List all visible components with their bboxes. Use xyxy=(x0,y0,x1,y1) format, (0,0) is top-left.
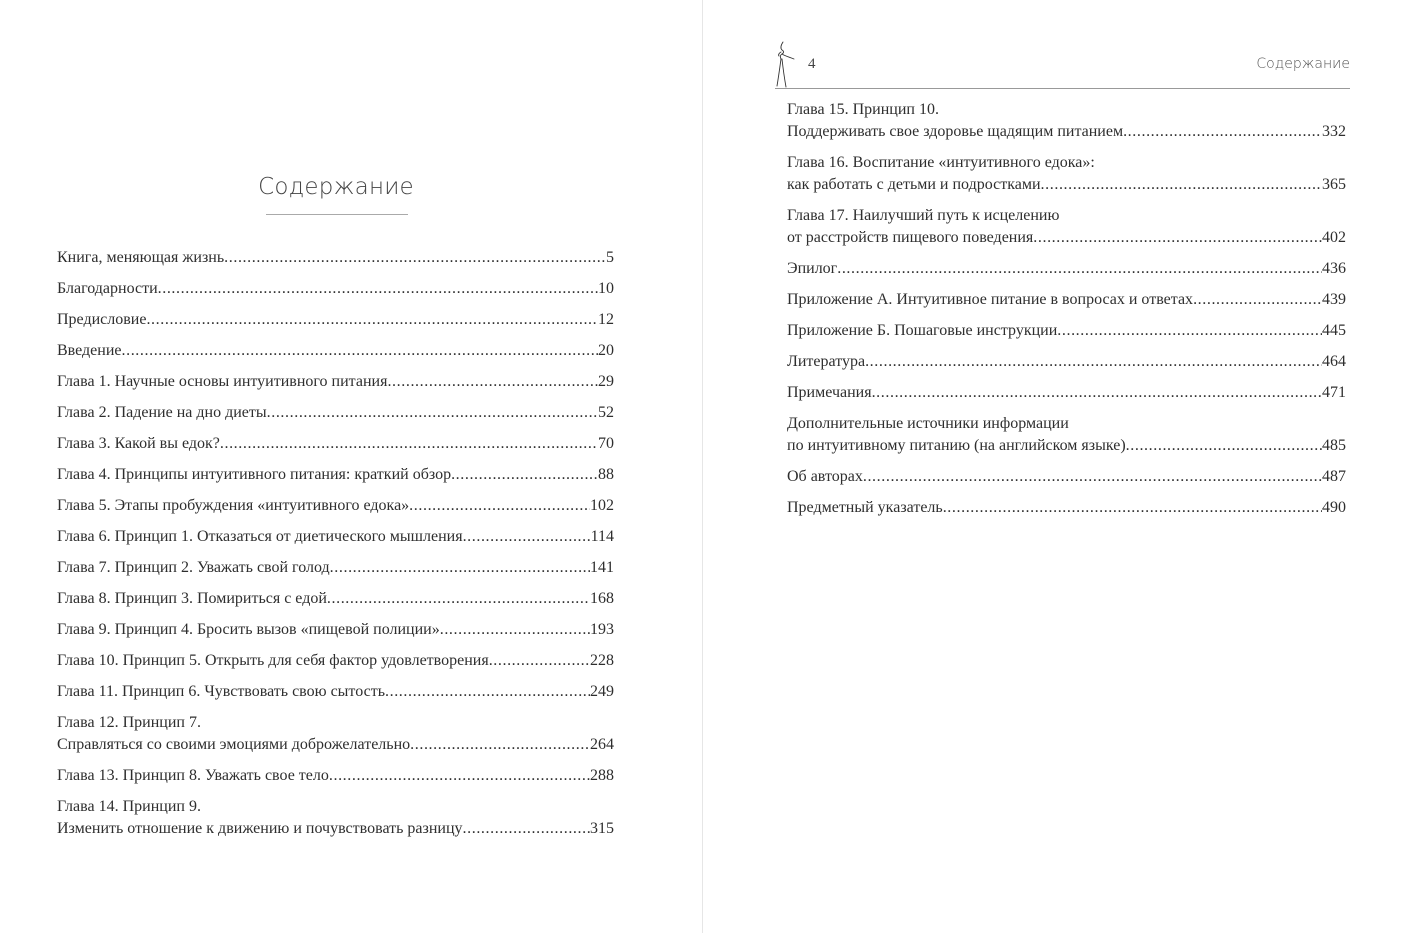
toc-entry-line xyxy=(57,402,614,424)
toc-entry-line xyxy=(57,247,614,269)
toc-page-number: 471 xyxy=(1322,384,1346,401)
toc-entry-line xyxy=(57,340,614,362)
toc-entry[interactable] xyxy=(57,526,614,548)
toc-entry-title: Благодарности xyxy=(57,280,158,297)
toc-page-number: 193 xyxy=(590,621,614,638)
toc-entry-title: Дополнительные источники информации xyxy=(787,415,1069,432)
toc-entry-title: Литература xyxy=(787,353,866,370)
dot-leader xyxy=(1041,174,1322,196)
toc-entry-title: Изменить отношение к движению и почувствовать разницу xyxy=(57,820,463,837)
toc-entry-line xyxy=(787,258,1346,280)
toc-entry[interactable] xyxy=(57,588,614,610)
dot-leader xyxy=(146,309,598,331)
toc-entry-title: Глава 16. Воспитание «интуитивного едока»: xyxy=(787,154,1095,171)
toc-entry[interactable] xyxy=(57,681,614,703)
toc-page-number: 464 xyxy=(1322,353,1346,370)
dot-leader xyxy=(1033,227,1322,249)
toc-entry-line xyxy=(787,152,1346,174)
page-header xyxy=(775,40,1350,89)
toc-entry-line xyxy=(57,495,614,517)
page-title: Содержание xyxy=(258,174,414,200)
toc-entry-title: Глава 8. Принцип 3. Помириться с едой xyxy=(57,590,327,607)
toc-entry-line xyxy=(57,557,614,579)
dot-leader xyxy=(327,588,590,610)
dot-leader xyxy=(220,433,598,455)
toc-page-number: 332 xyxy=(1322,123,1346,140)
dot-leader xyxy=(837,258,1322,280)
toc-entry-line xyxy=(787,99,1346,121)
toc-entry-title: Об авторах xyxy=(787,468,863,485)
toc-entry-title: Эпилог xyxy=(787,260,838,277)
dot-leader xyxy=(872,382,1322,404)
toc-entry[interactable] xyxy=(57,712,614,756)
dot-leader xyxy=(409,495,590,517)
toc-page-number: 5 xyxy=(606,249,614,266)
toc-entry-title: Глава 11. Принцип 6. Чувствовать свою сытость xyxy=(57,683,385,700)
toc-page-number: 10 xyxy=(598,280,614,297)
table-of-contents xyxy=(57,247,614,849)
toc-entry-line xyxy=(57,278,614,300)
toc-page-number: 141 xyxy=(590,559,614,576)
toc-page-number: 487 xyxy=(1322,468,1346,485)
dot-leader xyxy=(267,402,598,424)
toc-entry-title: Предисловие xyxy=(57,311,147,328)
toc-entry-title: Поддерживать свое здоровье щадящим питанием xyxy=(787,123,1124,140)
toc-entry-title: Глава 10. Принцип 5. Открыть для себя фактор удовлетворения xyxy=(57,652,489,669)
toc-entry-title: Глава 12. Принцип 7. xyxy=(57,714,201,731)
toc-entry-title: как работать с детьми и подростками xyxy=(787,176,1041,193)
toc-page-number: 228 xyxy=(590,652,614,669)
toc-page-number: 315 xyxy=(590,820,614,837)
toc-entry[interactable] xyxy=(787,382,1346,404)
toc-entry-line xyxy=(57,734,614,756)
toc-entry-title: Справляться со своими эмоциями доброжелательно xyxy=(57,736,411,753)
dot-leader xyxy=(1057,320,1322,342)
toc-page-number: 114 xyxy=(590,528,614,545)
toc-entry-line xyxy=(787,413,1346,435)
dot-leader xyxy=(451,464,598,486)
toc-entry-line xyxy=(787,289,1346,311)
toc-entry-line xyxy=(57,588,614,610)
toc-entry[interactable] xyxy=(787,99,1346,143)
toc-entry[interactable] xyxy=(57,247,614,269)
toc-entry-line xyxy=(787,320,1346,342)
toc-entry-line xyxy=(57,309,614,331)
dot-leader xyxy=(330,557,590,579)
toc-entry-line xyxy=(57,796,614,818)
toc-entry-title: Глава 2. Падение на дно диеты xyxy=(57,404,267,421)
dot-leader xyxy=(158,278,598,300)
dot-leader xyxy=(463,818,590,840)
left-page xyxy=(0,0,702,933)
toc-page-number: 70 xyxy=(598,435,614,452)
toc-entry-title: по интуитивному питанию (на английском языке) xyxy=(787,437,1126,454)
toc-entry[interactable] xyxy=(57,495,614,517)
toc-entry-line xyxy=(57,371,614,393)
toc-entry[interactable] xyxy=(787,205,1346,249)
toc-entry[interactable] xyxy=(57,309,614,331)
dot-leader xyxy=(1126,435,1322,457)
toc-entry-line xyxy=(787,227,1346,249)
toc-page-number: 88 xyxy=(598,466,614,483)
toc-entry[interactable] xyxy=(787,152,1346,196)
toc-page-number: 168 xyxy=(590,590,614,607)
toc-page-number: 445 xyxy=(1322,322,1346,339)
toc-entry[interactable] xyxy=(787,289,1346,311)
toc-entry-title: Введение xyxy=(57,342,122,359)
dot-leader xyxy=(387,371,598,393)
page-number: 4 xyxy=(808,56,816,72)
toc-entry[interactable] xyxy=(787,466,1346,488)
toc-page-number: 264 xyxy=(590,736,614,753)
dot-leader xyxy=(410,734,590,756)
toc-entry[interactable] xyxy=(787,497,1346,519)
toc-entry-line xyxy=(57,765,614,787)
toc-entry-line xyxy=(57,681,614,703)
dot-leader xyxy=(865,351,1322,373)
toc-page-number: 436 xyxy=(1322,260,1346,277)
toc-entry-title: Приложение А. Интуитивное питание в вопросах и ответах xyxy=(787,291,1194,308)
dot-leader xyxy=(463,526,591,548)
toc-entry[interactable] xyxy=(57,402,614,424)
dot-leader xyxy=(863,466,1322,488)
toc-entry-line xyxy=(57,712,614,734)
toc-entry-title: Приложение Б. Пошаговые инструкции xyxy=(787,322,1058,339)
dot-leader xyxy=(1123,121,1322,143)
toc-entry[interactable] xyxy=(787,351,1346,373)
toc-entry-line xyxy=(57,526,614,548)
toc-entry[interactable] xyxy=(57,650,614,672)
dancer-logo-icon xyxy=(775,40,801,88)
toc-entry[interactable] xyxy=(787,320,1346,342)
toc-entry-title: Предметный указатель xyxy=(787,499,943,516)
toc-entry-line xyxy=(57,650,614,672)
toc-entry-title: Глава 4. Принципы интуитивного питания: краткий обзор xyxy=(57,466,452,483)
table-of-contents-continued xyxy=(787,99,1346,528)
dot-leader xyxy=(385,681,590,703)
dot-leader xyxy=(224,247,606,269)
toc-entry-title: Книга, меняющая жизнь xyxy=(57,249,225,266)
dot-leader xyxy=(440,619,590,641)
toc-page-number: 365 xyxy=(1322,176,1346,193)
toc-entry[interactable] xyxy=(57,433,614,455)
toc-entry-line xyxy=(787,205,1346,227)
toc-entry[interactable] xyxy=(57,619,614,641)
toc-page-number: 12 xyxy=(598,311,614,328)
toc-entry[interactable] xyxy=(787,413,1346,457)
toc-page-number: 490 xyxy=(1322,499,1346,516)
toc-entry-title: Глава 9. Принцип 4. Бросить вызов «пищевой полиции» xyxy=(57,621,440,638)
toc-entry-title: Глава 5. Этапы пробуждения «интуитивного едока» xyxy=(57,497,410,514)
toc-entry-title: Примечания xyxy=(787,384,872,401)
toc-entry-title: Глава 6. Принцип 1. Отказаться от диетического мышления xyxy=(57,528,463,545)
toc-entry-title: Глава 3. Какой вы едок? xyxy=(57,435,220,452)
toc-entry[interactable] xyxy=(57,464,614,486)
dot-leader xyxy=(122,340,599,362)
toc-entry-line xyxy=(787,497,1346,519)
toc-entry-title: Глава 7. Принцип 2. Уважать свой голод xyxy=(57,559,330,576)
toc-entry[interactable] xyxy=(787,258,1346,280)
toc-page-number: 485 xyxy=(1322,437,1346,454)
toc-entry[interactable] xyxy=(57,796,614,840)
toc-entry-line xyxy=(787,174,1346,196)
toc-entry[interactable] xyxy=(57,340,614,362)
running-head: Содержание xyxy=(1256,56,1350,72)
toc-entry[interactable] xyxy=(57,371,614,393)
toc-entry-line xyxy=(787,121,1346,143)
toc-entry-title: от расстройств пищевого поведения xyxy=(787,229,1034,246)
dot-leader xyxy=(329,765,590,787)
title-underline xyxy=(266,214,408,215)
toc-page-number: 439 xyxy=(1322,291,1346,308)
toc-page-number: 52 xyxy=(598,404,614,421)
toc-entry-line xyxy=(787,466,1346,488)
toc-page-number: 102 xyxy=(590,497,614,514)
toc-page-number: 29 xyxy=(598,373,614,390)
right-page xyxy=(703,0,1411,933)
toc-entry-line xyxy=(57,464,614,486)
toc-entry-title: Глава 15. Принцип 10. xyxy=(787,101,939,118)
dot-leader xyxy=(489,650,590,672)
toc-page-number: 288 xyxy=(590,767,614,784)
toc-entry-line xyxy=(787,351,1346,373)
toc-entry-title: Глава 14. Принцип 9. xyxy=(57,798,201,815)
toc-entry-line xyxy=(787,435,1346,457)
toc-page-number: 20 xyxy=(598,342,614,359)
toc-entry-line xyxy=(787,382,1346,404)
toc-entry[interactable] xyxy=(57,557,614,579)
toc-entry-line xyxy=(57,433,614,455)
dot-leader xyxy=(1193,289,1322,311)
toc-entry-title: Глава 13. Принцип 8. Уважать свое тело xyxy=(57,767,329,784)
toc-page-number: 402 xyxy=(1322,229,1346,246)
toc-entry[interactable] xyxy=(57,278,614,300)
toc-entry-line xyxy=(57,818,614,840)
toc-page-number: 249 xyxy=(590,683,614,700)
toc-entry[interactable] xyxy=(57,765,614,787)
toc-entry-line xyxy=(57,619,614,641)
toc-entry-title: Глава 17. Наилучший путь к исцелению xyxy=(787,207,1060,224)
toc-entry-title: Глава 1. Научные основы интуитивного питания xyxy=(57,373,388,390)
dot-leader xyxy=(943,497,1322,519)
